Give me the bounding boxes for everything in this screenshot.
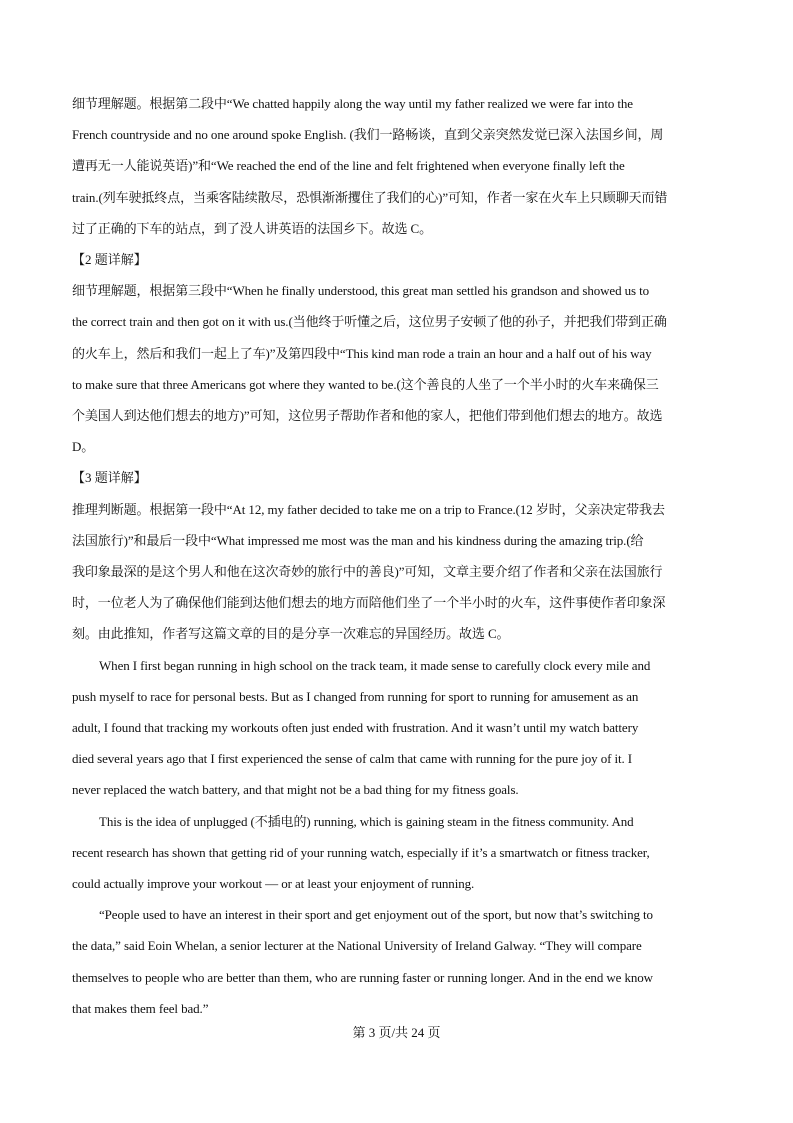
q1-explanation	[72, 88, 722, 244]
text-line: themselves to people who are better than them, who are running faster or running longer. And in the end we know	[72, 969, 653, 985]
text-line: the data,” said Eoin Whelan, a senior lecturer at the National University of Ireland Galway. “They will compare	[72, 938, 642, 954]
q2-heading: 【2 题详解】	[72, 252, 147, 268]
passage-paragraph-3	[72, 899, 722, 1024]
text-line: 我印象最深的是这个男人和他在这次奇妙的旅行中的善良)”可知，文章主要介绍了作者和父亲在法国旅行	[72, 564, 663, 580]
text-line: to make sure that three Americans got where they wanted to be.(这个善良的人坐了一个半小时的火车来确保三	[72, 376, 659, 392]
text-line: train.(列车驶抵终点，当乘客陆续散尽，恐惧渐渐攫住了我们的心)”可知，作者一家在火车上只顾聊天而错	[72, 189, 668, 205]
text-line: 推理判断题。根据第一段中“At 12, my father decided to take me on a trip to France.(12 岁时，父亲决定带我去	[72, 501, 665, 517]
text-line: push myself to race for personal bests. But as I changed from running for sport to running for amusement as an	[72, 688, 639, 704]
text-line: “People used to have an interest in their sport and get enjoyment out of the sport, but now that’s switching to	[99, 907, 653, 923]
text-line: the correct train and then got on it with us.(当他终于听懂之后，这位男子安顿了他的孙子，并把我们带到正确	[72, 314, 667, 330]
passage-paragraph-2	[72, 806, 722, 900]
text-line: 过了正确的下车的站点，到了没人讲英语的法国乡下。故选 C。	[72, 220, 433, 236]
text-line: 个美国人到达他们想去的地方)”可知，这位男子帮助作者和他的家人，把他们带到他们想去的地方。故选	[72, 408, 663, 424]
text-line: that makes them feel bad.”	[72, 1000, 209, 1016]
text-line: never replaced the watch battery, and that might not be a bad thing for my fitness goals.	[72, 782, 519, 798]
text-line: 遭再无一人能说英语)”和“We reached the end of the line and felt frightened when everyone finally left the	[72, 158, 625, 174]
q3-heading: 【3 题详解】	[72, 470, 147, 486]
text-line: 细节理解题。根据第二段中“We chatted happily along the way until my father realized we were far into the	[72, 96, 633, 111]
text-line: 刻。由此推知，作者写这篇文章的目的是分享一次难忘的异国经历。故选 C。	[72, 626, 510, 642]
text-line: adult, I found that tracking my workouts often just ended with frustration. And it wasn’t until my watch battery	[72, 720, 639, 736]
text-line: died several years ago that I first experienced the sense of calm that came with running for the pure joy of it. I	[72, 751, 633, 767]
q3-explanation	[72, 494, 722, 650]
text-line: 法国旅行)”和最后一段中“What impressed me most was the man and his kindness during the amazing trip.(给	[72, 532, 644, 548]
text-line: This is the idea of unplugged (不插电的) running, which is gaining steam in the fitness community. And	[99, 813, 634, 829]
text-line: French countryside and no one around spoke English. (我们一路畅谈，直到父亲突然发觉已深入法国乡间，周	[72, 127, 664, 143]
text-line: recent research has shown that getting rid of your running watch, especially if it’s a smartwatch or fitness tracker,	[72, 844, 650, 860]
page-number: 第 3 页/共 24 页	[352, 1025, 441, 1040]
text-line: 时，一位老人为了确保他们能到达他们想去的地方而陪他们坐了一个半小时的火车，这件事使作者印象深	[72, 595, 666, 611]
q2-explanation	[72, 275, 722, 462]
text-line: 细节理解题，根据第三段中“When he finally understood, this great man settled his grandson and showed us to	[72, 283, 650, 299]
text-line: could actually improve your workout — or at least your enjoyment of running.	[72, 876, 475, 892]
text-line: D。	[72, 439, 95, 455]
document-page	[72, 88, 722, 1024]
text-line: 的火车上，然后和我们一起上了车)”及第四段中“This kind man rode a train an hour and a half out of his way	[72, 345, 652, 361]
passage-paragraph-1	[72, 650, 722, 806]
text-line: When I first began running in high school on the track team, it made sense to carefully clock every mile and	[99, 657, 651, 673]
